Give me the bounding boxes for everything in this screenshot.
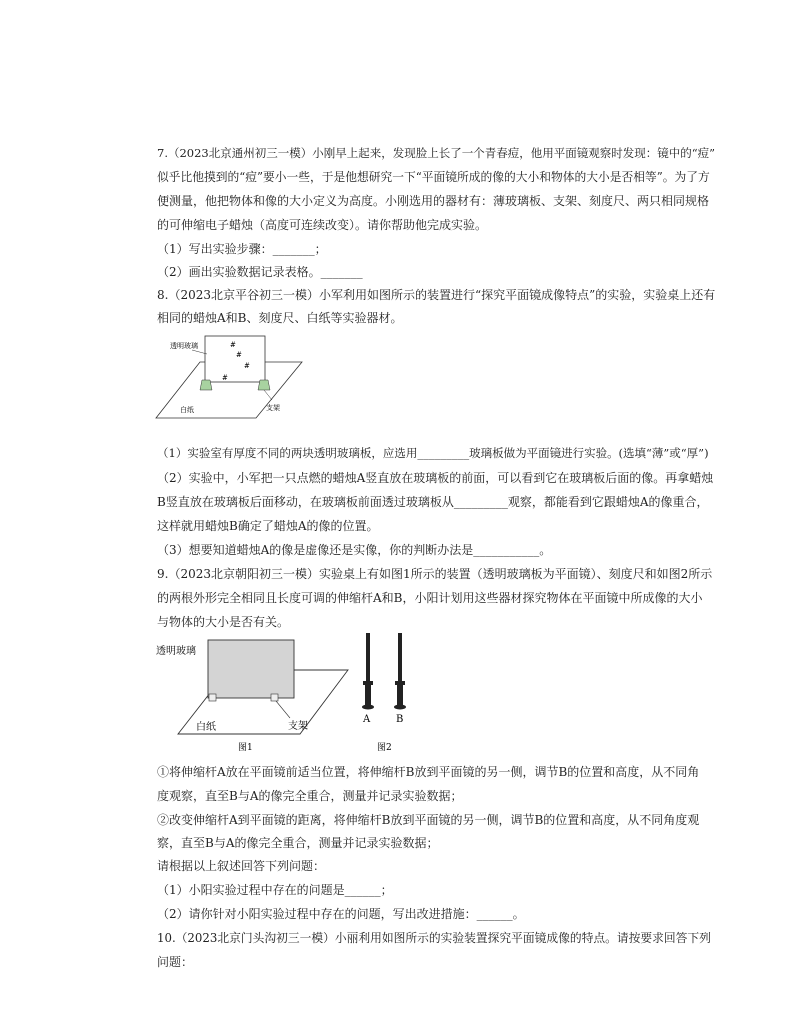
q9-rod-b <box>394 633 406 710</box>
q9-sub-1: （1）小阳实验过程中存在的问题是______； <box>157 883 393 897</box>
q9-rod-a-label: A <box>363 714 371 725</box>
q9-fig1-caption: 图1 <box>238 743 253 753</box>
q9-prompt: 请根据以上叙述回答下列问题： <box>157 859 326 873</box>
q7-sub-1: （1）写出实验步骤：_______； <box>157 242 327 256</box>
q8-right-stand <box>258 380 270 390</box>
q9-figure-2 <box>350 630 430 758</box>
q8-glass-mark: # <box>236 351 242 359</box>
q9-step-1b: 度观察，直至B与A的像完全重合，测量并记录实验数据； <box>157 789 463 803</box>
q9-right-stand <box>271 694 278 701</box>
q10-line-2: 问题： <box>157 955 194 969</box>
q9-step-2a: ②改变伸缩杆A到平面镜的距离，将伸缩杆B放到平面镜的另一侧，调节B的位置和高度，从不同角度观 <box>157 813 700 827</box>
q8-paper-label: 白纸 <box>180 406 194 414</box>
q9-fig1-stand-label: 支架 <box>288 721 308 732</box>
q7-line-2: 似乎比他摸到的“痘”要小一些，于是他想研究一下“平面镜所成的像的大小和物体的大小是否相等”。为了方 <box>157 170 710 184</box>
q9-figure-1 <box>150 632 350 757</box>
q9-fig2-caption: 图2 <box>377 743 392 753</box>
q8-sub-3: （3）想要知道蜡烛A的像是虚像还是实像，你的判断办法是___________。 <box>157 543 552 557</box>
q9-fig1-glass-label: 透明玻璃 <box>156 646 196 657</box>
q8-glass-mark: # <box>244 362 250 370</box>
q7-sub-2: （2）画出实验数据记录表格。_______ <box>157 265 363 279</box>
q8-glass-mark: # <box>222 374 228 382</box>
q8-sub-2b: B竖直放在玻璃板后面移动，在玻璃板前面透过玻璃板从_________观察，都能看到它跟蜡烛A的像重合， <box>157 495 709 509</box>
q8-left-stand <box>200 380 212 390</box>
q10-line-1: 10.（2023北京门头沟初三一模）小丽利用如图所示的实验装置探究平面镜成像的特点。请按要求回答下列 <box>157 931 711 945</box>
q9-glass-plate <box>208 640 294 698</box>
q9-step-1a: ①将伸缩杆A放在平面镜前适当位置，将伸缩杆B放到平面镜的另一侧，调节B的位置和高度，从不同角 <box>157 765 700 779</box>
q9-line-3: 与物体的大小是否有关。 <box>157 615 290 629</box>
q8-figure <box>150 330 310 422</box>
q9-rod-b-label: B <box>396 714 404 725</box>
q9-rod-a <box>362 633 374 710</box>
q9-sub-2: （2）请你针对小阳实验过程中存在的问题，写出改进措施：______。 <box>157 907 525 921</box>
q9-left-stand <box>209 694 216 701</box>
q7-line-4: 的可伸缩电子蜡烛（高度可连续改变）。请你帮助他完成实验。 <box>157 218 488 232</box>
q9-line-2: 的两根外形完全相同且长度可调的伸缩杆A和B，小阳计划用这些器材探究物体在平面镜中所成像的大小 <box>157 591 703 605</box>
q8-glass-mark: # <box>230 341 236 349</box>
q8-line-2: 相同的蜡烛A和B、刻度尺、白纸等实验器材。 <box>157 311 403 325</box>
q8-sub-2c: 这样就用蜡烛B确定了蜡烛A的像的位置。 <box>157 519 379 533</box>
q8-sub-1: （1）实验室有厚度不同的两块透明玻璃板，应选用_________玻璃板做为平面镜进行实验。(选填“薄”或“厚”) <box>157 446 709 460</box>
q8-line-1: 8.（2023北京平谷初三一模）小军利用如图所示的装置进行“探究平面镜成像特点”的实验，实验桌上还有 <box>157 288 716 302</box>
q9-fig1-paper-label: 白纸 <box>196 722 216 733</box>
q9-step-2b: 察，直至B与A的像完全重合，测量并记录实验数据； <box>157 836 439 850</box>
q8-stand-label: 支架 <box>266 404 280 412</box>
q7-line-3: 便测量，他把物体和像的大小定义为高度。小刚选用的器材有：薄玻璃板、支架、刻度尺、两只相同规格 <box>157 194 710 208</box>
q8-glass-label: 透明玻璃 <box>170 342 198 350</box>
q9-line-1: 9.（2023北京朝阳初三一模）实验桌上有如图1所示的装置（透明玻璃板为平面镜）、刻度尺和如图2所示 <box>157 567 713 581</box>
q8-sub-2a: （2）实验中，小军把一只点燃的蜡烛A竖直放在玻璃板的前面，可以看到它在玻璃板后面的像。再拿蜡烛 <box>157 471 714 485</box>
q7-line-1: 7.（2023北京通州初三一模）小刚早上起来，发现脸上长了一个青春痘，他用平面镜观察时发现：镜中的“痘” <box>157 146 715 160</box>
